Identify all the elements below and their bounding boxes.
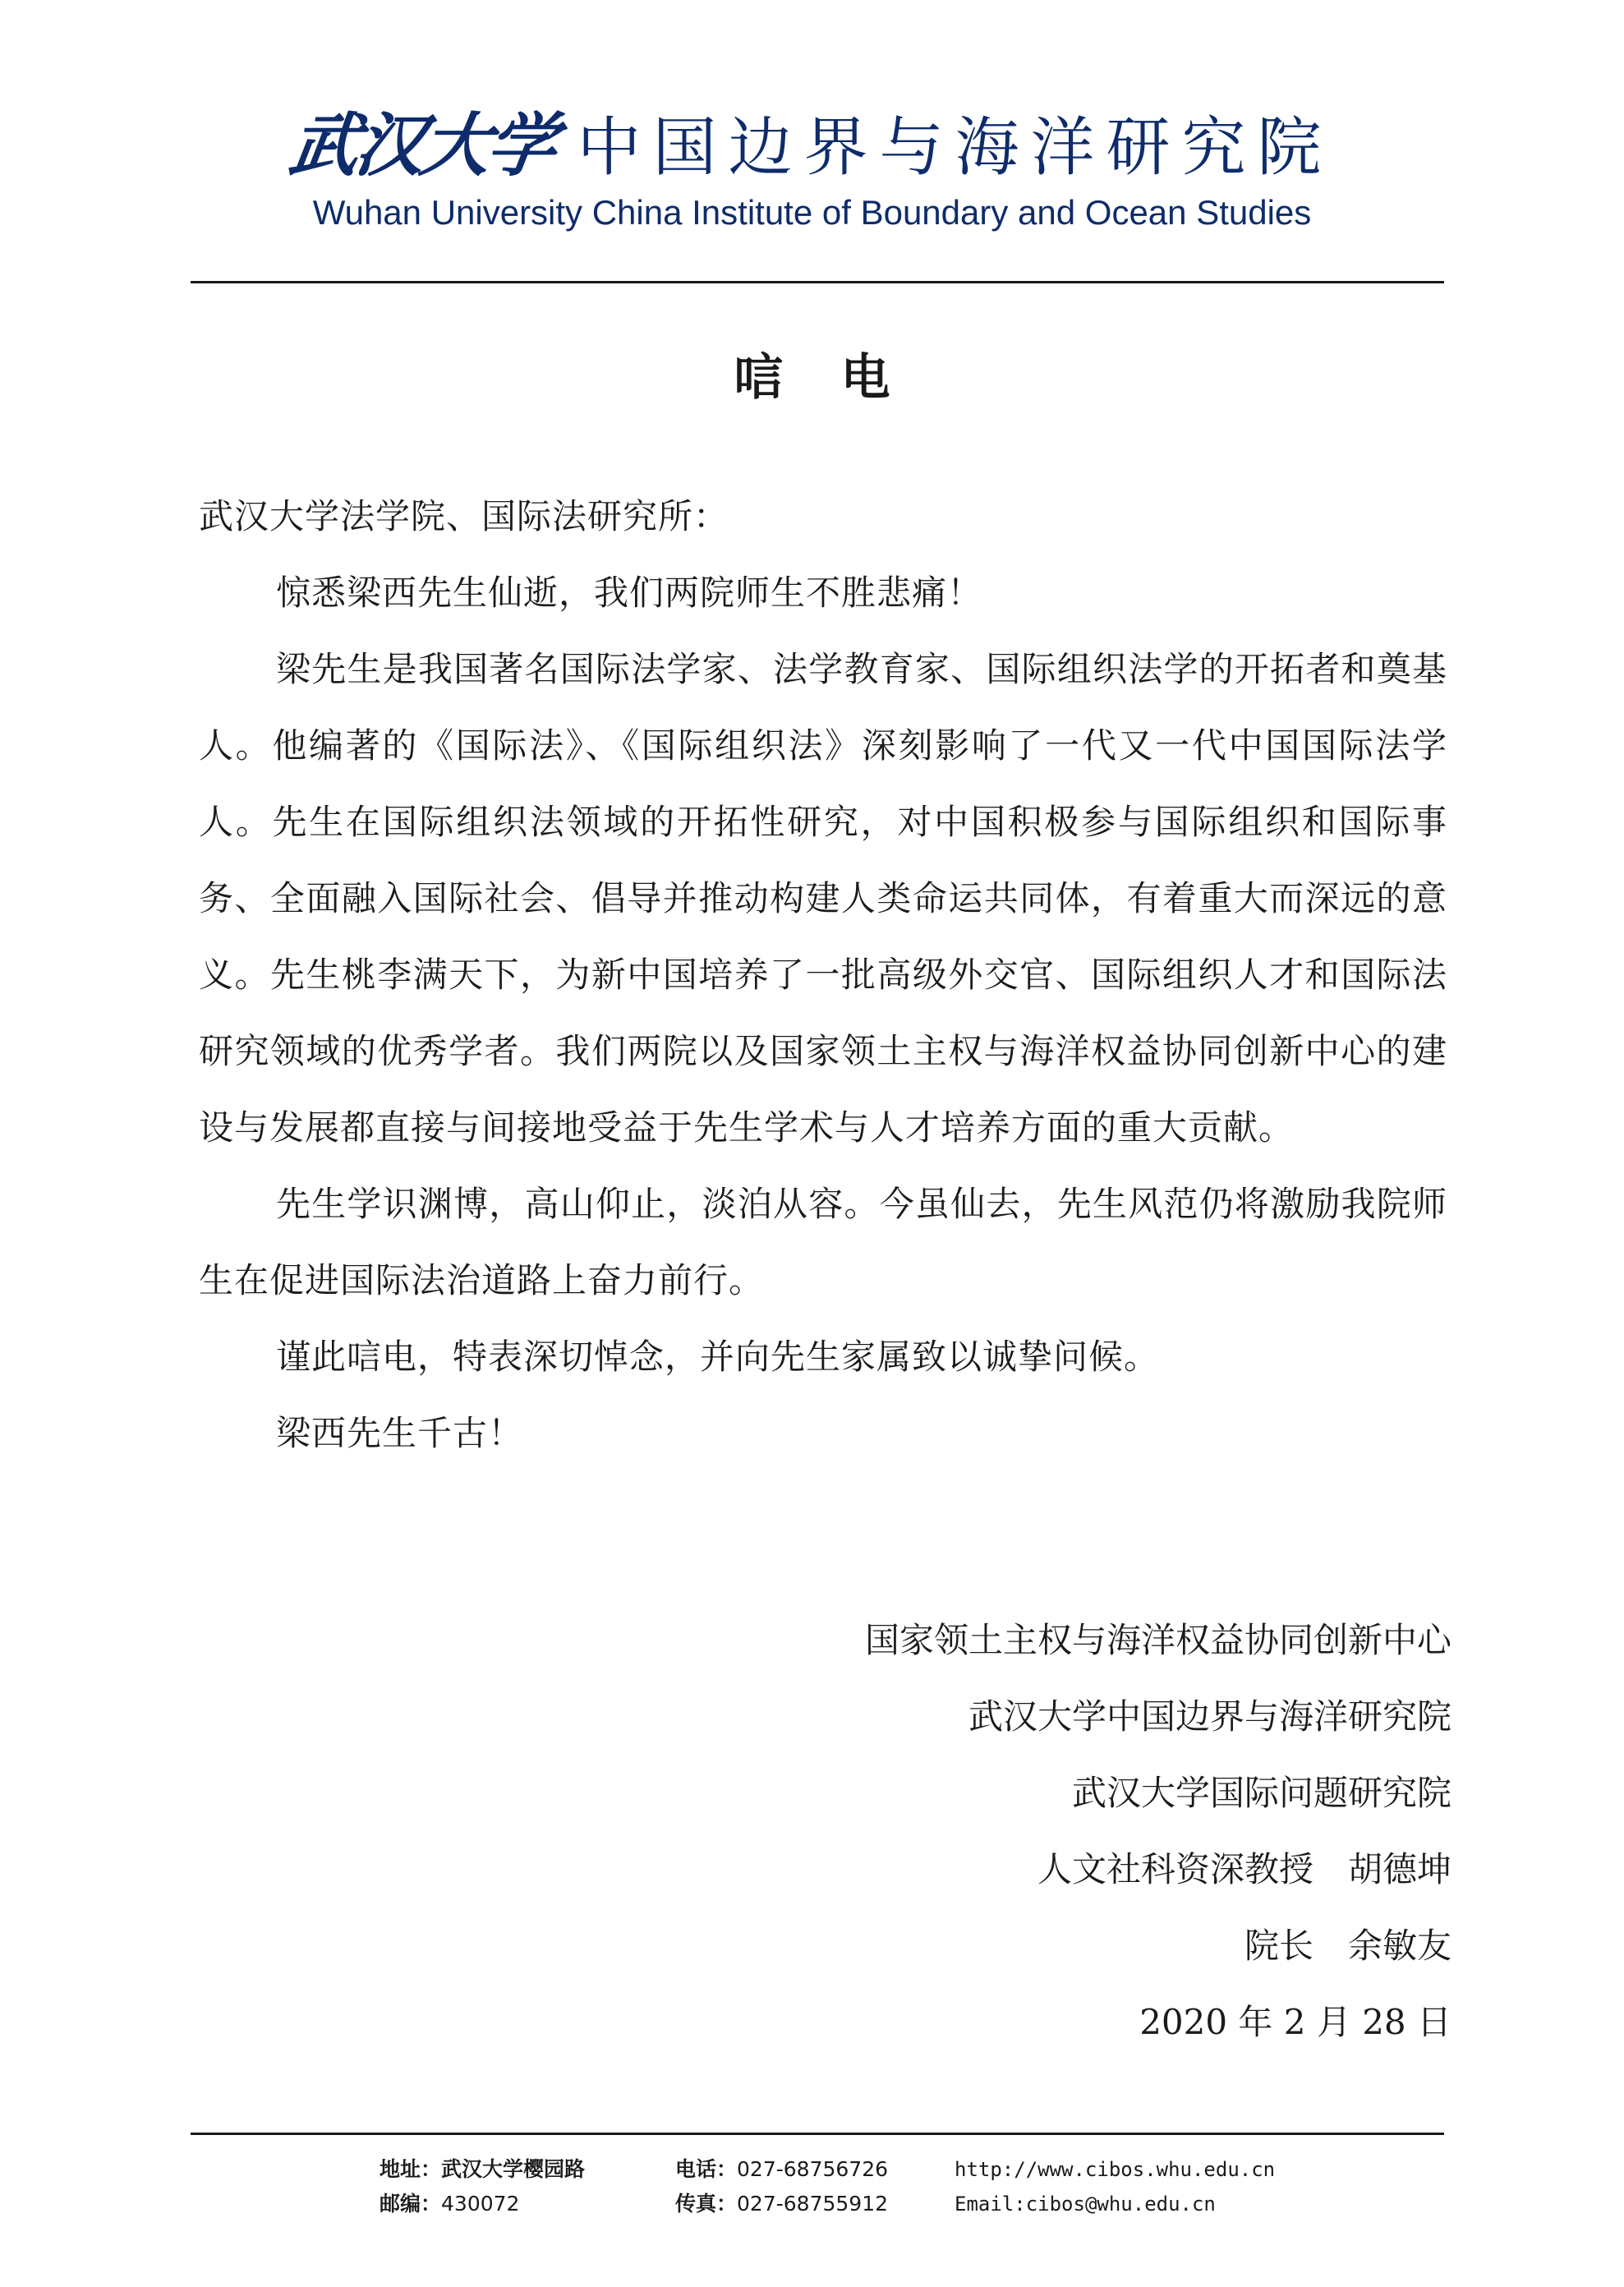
salutation: 武汉大学法学院、国际法研究所： — [199, 496, 729, 536]
postcode-label: 邮编： — [380, 2192, 442, 2216]
signatory-iis: 武汉大学国际问题研究院 — [1071, 1773, 1451, 1813]
paragraph-1: 惊悉梁西先生仙逝，我们两院师生不胜悲痛！ — [276, 573, 983, 613]
footer-website-link[interactable]: http://www.cibos.whu.edu.cn — [955, 2158, 1276, 2181]
paragraph-2: 梁先生是我国著名国际法学家、法学教育家、国际组织法学的开拓者和奠基人。他编著的《国际法》、《国际组织法》深刻影响了一代又一代中国国际法学人。先生在国际组织法领域的开拓性研究，对中国积极参与国际组织和国际事务、全面融入国际社会、倡导并推动构建人类命运共同体，有着重大而深远的意义。先生桃李满天下，为新中国培养了一批高级外交官、国际组织人才和国际法研究领域的优秀学者。我们两院以及国家领土主权与海洋权益协同创新中心的建设与发展都直接与间接地受益于先生学术与人才培养方面的重大贡献。 — [199, 649, 1447, 1148]
footer-email-link[interactable]: Email:cibos@whu.edu.cn — [955, 2193, 1216, 2216]
address-label: 地址： — [380, 2157, 442, 2181]
paragraph-4: 谨此唁电，特表深切悼念，并向先生家属致以诚挚问候。 — [276, 1337, 1160, 1377]
phone-value: 027-68756726 — [737, 2157, 888, 2181]
footer — [380, 2152, 1275, 2221]
letterhead — [0, 90, 1624, 232]
signature-date: 2020 年 2 月 28 日 — [1139, 2002, 1451, 2042]
footer-address — [380, 2152, 675, 2187]
footer-row-2 — [380, 2187, 1275, 2221]
institute-name-cn: 中国边界与海洋研究院 — [577, 111, 1333, 185]
document-title: 唁电 — [734, 349, 948, 407]
footer-fax — [675, 2187, 955, 2221]
footer-row-1 — [380, 2152, 1275, 2187]
address-value: 武汉大学樱园路 — [441, 2157, 586, 2181]
letter-body — [199, 478, 1447, 1471]
signatory-center: 国家领土主权与海洋权益协同创新中心 — [864, 1620, 1451, 1660]
footer-divider — [191, 2133, 1444, 2135]
fax-value: 027-68755912 — [737, 2192, 888, 2216]
letterhead-title-row — [0, 90, 1624, 190]
signatory-dean: 院长 余敏友 — [1244, 1926, 1451, 1966]
signature-block — [865, 1602, 1451, 2060]
paragraph-5: 梁西先生千古！ — [276, 1413, 524, 1453]
footer-postcode — [380, 2187, 675, 2221]
footer-phone — [675, 2152, 955, 2187]
phone-label: 电话： — [675, 2157, 738, 2181]
signatory-professor: 人文社科资深教授 胡德坤 — [1037, 1849, 1451, 1889]
institute-name-en: Wuhan University China Institute of Boundary and Ocean Studies — [312, 193, 1312, 232]
fax-label: 传真： — [675, 2192, 738, 2216]
university-calligraphy-logo: 武汉大学 — [284, 104, 559, 186]
signatory-institute: 武汉大学中国边界与海洋研究院 — [968, 1696, 1451, 1737]
postcode-value: 430072 — [441, 2192, 520, 2216]
paragraph-3: 先生学识渊博，高山仰止，淡泊从容。今虽仙去，先生风范仍将激励我院师生在促进国际法治道路上奋力前行。 — [199, 1184, 1447, 1300]
header-divider — [191, 281, 1444, 283]
